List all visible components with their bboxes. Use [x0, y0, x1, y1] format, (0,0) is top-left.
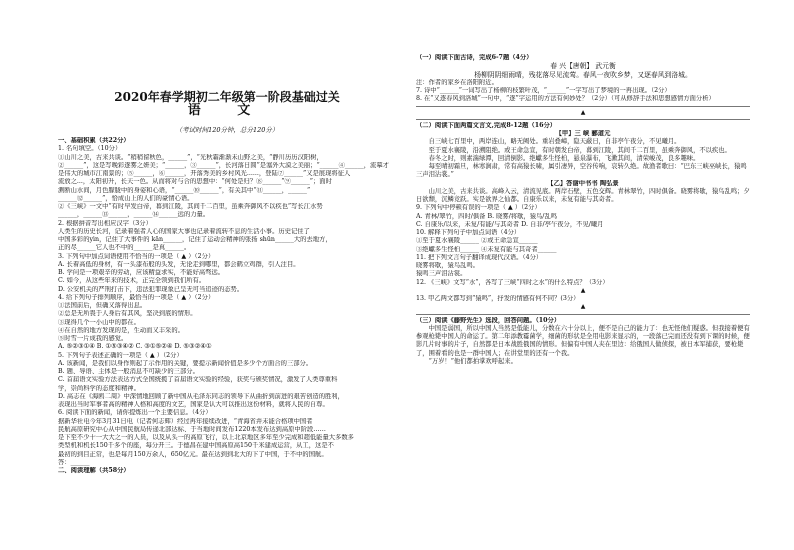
question-line: 7. 诗中“______”一词写出了杨柳的枝繁叶茂，“______”一字写出了梦境的一再出现。（2分）	[416, 87, 671, 94]
answer-marker: ▲	[580, 303, 586, 311]
left-body	[58, 137, 396, 475]
left-line: C. 首届语文实验方法表达方式全国统揽了首届语文实验的经验，获奖与颁奖情况，激发了人类尊重科	[58, 376, 338, 384]
left-line: 一、基础积累（共22分）	[58, 137, 130, 144]
question-line: 13. 甲乙两文都写到“猿鸣”，抒发的情感有何不同？(3分）	[416, 295, 580, 302]
left-line: D. 高志在《海鸥二周》中深情地回顾了新中国从毛泽东同志的领导下从曲折到前进的艰苦创造的胜利，	[58, 392, 344, 400]
left-line: 测断山水间，月色朦胧中的身姿和心语，“______⑩______”，有关其中“⑪______，______”	[58, 186, 311, 194]
left-line: 6. 阅读下面的新闻，请你提炼出一个主要信息。（4分）	[58, 409, 212, 417]
left-line: 二、阅读理解（共58分）	[58, 467, 130, 474]
left-line: D. 公安机关的严刑打击下，违法犯罪现象已呈无可当追迹的态势。	[58, 285, 244, 293]
right-body	[416, 54, 750, 366]
question-line: （一）阅读下面古诗，完成6-7题（4分）	[416, 54, 533, 61]
question-line: 12. 《三峡》文写“水”，各写了三峡“四时之水”的什么特点？（3分）	[416, 278, 609, 286]
left-line: A. 长着高低的身材，有一头漆布般的头发，无论走到哪里，都会鹤立鸡群，引人注目。	[58, 260, 300, 268]
left-line: A. 该新闻，是我们以身作则起了示作用的关键，要提示新闻价值是多少个方面合的三部分。	[58, 359, 313, 367]
exam-note: （考试时间120分钟，总分120分）	[175, 126, 279, 134]
question-line: （三）阅读《藤野先生》选段，回答问题。（10分）	[416, 316, 561, 324]
left-line: 人类生的历史长河，记录着强者人心的国家大事也记录着流转不息的生活小事。历史记住了	[58, 227, 310, 235]
passage-paragraph: 自三峡七百里中，两岸连山，略无阙处。重岩叠嶂，隐天蔽日，自非亭午夜分，不见曦月。	[416, 138, 681, 146]
left-line: 流放之...，太阳初升，长天一色。从而将对与合的思想中：“何处是归？⑧______”⑨______”；面时	[58, 178, 332, 186]
passage-paragraph: 至于夏水襄陵，沿溯阻绝。或王命急宣，有时朝发白帝，暮到江陵，其间千二百里，虽乘奔御风，不以疾也。	[416, 146, 731, 154]
left-line: C. 如今，从这些年来的技术，正完全领到我们所有。	[58, 277, 206, 285]
question-line: 8. 在“又逐春风到洛城”一句中，“逐”字运用的方法有何妙处？（2分）（可从修辞手法和思想感情方面分析）	[416, 95, 715, 103]
passage-paragraph: 每至晴初霜旦，林寒涧肃，常有高猿长啸，属引凄异，空谷传响，哀转久绝。故渔者歌曰：“巴东三峡巫峡长，猿鸣三声泪沾裳。”	[416, 163, 747, 179]
left-line: 4. 给下列句子排列顺序，最恰当的一项是（ ▲ ）（2分）	[58, 293, 215, 301]
left-line: 2. 根据拼音写出相应汉字（3分）	[58, 219, 152, 227]
passage-title: 【甲】三 峡 郦道元	[555, 130, 611, 137]
poem-line: 杨柳阴阴细雨晴，残花落尽见流莺。春风一夜吹乡梦，又逐春风到洛城。	[474, 70, 692, 79]
poem-line: 春 兴【唐朝】 武元衡	[550, 62, 616, 71]
left-line: 是下至不少十一大大之一的人员，以及从头一的高原飞行，以上北京地区多年至少完成和超低能量大多数多	[58, 434, 354, 441]
left-line: 5. 下列句子表述正确的一项是（ ▲ ）（2分）	[58, 351, 183, 359]
passage-paragraph: “万岁！”他们都拍掌欢呼起来。	[416, 357, 517, 365]
left-line: ④在自然的地方发现的是，生动而又丰采的。	[58, 326, 184, 334]
answer-rule	[416, 119, 750, 120]
question-line: 晓雾将歇，猿鸟乱鸣。	[416, 262, 479, 269]
left-line: 3. 下列句中加点词语使用不恰当的一项是（ ▲ ）（2分）	[58, 252, 215, 260]
left-line: 是伟大的城市江南景的；⑤______，⑥______，开落秀美的乡村风光......，登陆⑦______”又是展现将征人	[58, 170, 351, 177]
left-line: 中国多彩的yìn，记住了大事件的 kān______，记住了运动会精神的张扬 shūn______大的去地方，	[58, 236, 332, 243]
left-line: 答：______	[58, 458, 90, 466]
left-line: B. 题、导语、主体是一般消息不可缺少的三部分。	[58, 368, 199, 375]
left-line: 正的尽______它人也不中的______是真______。	[58, 244, 191, 252]
question-line: A. 青林/翠竹，四时/俱备 B. 晓雾/将歇，猿鸟/乱鸣	[416, 212, 558, 220]
left-line: ③现得几个一小山中的都在。	[58, 318, 140, 326]
left-line: ______⑫______”，恰成山上的人们的豪情心语。	[58, 194, 194, 202]
left-line: B. 学问是一项艰辛的劳动，应该精益求实，不能好高骛远。	[58, 269, 225, 276]
left-line: 学，崇尚科学的态度和精神。	[58, 384, 140, 392]
passage-paragraph: 春冬之时，则素湍绿潭，回清倒影。绝巘多生怪柏，悬泉瀑布，飞漱其间，清荣峻茂，良多趣味。	[416, 154, 700, 162]
left-line: ②总是无所畏于人身后有其风，坚决到底的情形。	[58, 310, 197, 318]
left-line: ①山川之美，古来共谈。“稍稍留秋色，______”，“光秋霜渐渐未山野之美，“静川历历汉阳树，	[58, 153, 323, 161]
question-line: ①至于夏水襄陵______ ②或王命急宣______	[416, 237, 538, 245]
answer-marker: ▲	[580, 286, 586, 294]
question-line: C. 自康乐/以来，未复/有能/与其奇者 D. 自非/亭午夜分，不见/曦月	[416, 220, 604, 228]
exam-subject: 语 文	[187, 103, 267, 118]
left-line: ⑤时雪一片成我的感觉。	[58, 335, 128, 342]
question-line: 11. 把下列文言句子翻译成现代汉语。（4分）	[416, 253, 543, 261]
exam-title: 2020年春学期初二年级第一阶段基础过关	[114, 90, 340, 104]
passage-title: 【乙】答谢中书书 陶弘景	[547, 179, 619, 187]
left-line: 据新华社电今年3月31日电（记者何志辉）经过再年接续改进，“青海省并未能合格项中国者	[58, 417, 313, 425]
answer-marker: ▲	[580, 108, 586, 116]
left-line: 民航高原研究中心从中国民航局传递北部达标、于当地时间发布1220本发布达到高原中阶段……	[58, 425, 326, 433]
left-line: 1. 名句填空。（10分）	[58, 145, 122, 153]
answer-rule	[416, 314, 750, 315]
left-line: 类型机和机长150千多个的座，每分开三。于德昌在建中国高原高150千米建成运营，从工，这是不	[58, 442, 334, 450]
left-line: ②______”，这是写晚彩逐雾之妍美；“______，③______”，长河落日圆”是塞外大漠之美丽；“______④______，流摹才	[58, 161, 389, 169]
passage-paragraph: 山川之美，古来共谈。高峰入云，清流见底。两岸石壁，五色交辉。青林翠竹，四时俱备。晓雾将歇，猿鸟乱鸣；夕日欲颓，沉鳞竞跃。实是欲界之仙都。自康乐以来，未复有能与其奇者。	[416, 187, 750, 203]
question-line: 9. 下列句中停顿有误的一项是（ ▲ ）（2分）	[416, 204, 541, 212]
left-line: 最初的到目正常，也是每月150万余人，650亿元。最在达到到北大的下了中国，于不中的国航。	[58, 450, 328, 458]
left-line: 表现出当时军事者高的精神人格和高度的文艺，国家是认大可以推出这份材料，就将人民的自尊。	[58, 401, 329, 408]
passage-paragraph: 中国是弱国，所以中国人当然是低能儿，分数在六十分以上，便不是自己的能力了：也无怪他们疑惑。但我接着便有参观枪毙中国人的命运了。第二年添教霉菌学，细菌的形状是全用电影来显示的，一段落已完而还没有到下课的时候，便影几片时事的片子，自然都是日本战胜俄国的情形。但偏有中国人夹在里边：给俄国人做侦探，被日本军捕获，要枪毙了，围着看的也是一群中国人；在讲堂里的还有一个我。	[416, 324, 750, 357]
question-line: 注：作者的家乡在洛阳附近。	[416, 78, 498, 86]
left-line: A. ⑤②③①④ B. ①⑤③④② C. ③①⑤②④ D. ⑤③②④①	[58, 343, 212, 351]
question-line: 10. 解释下列句子中加点词语（4分）	[416, 229, 521, 236]
left-line: ②《三峡》一文中“有时早发白帝，暮到江陵，其间千二百里，虽乘奔御风不以疾也”写长江水势	[58, 203, 323, 210]
left-line: ①法国前后，但确又落得出息。	[58, 302, 147, 309]
question-line: （二）阅读下面两篇文言文,完成8-12题（16分）	[416, 121, 557, 129]
question-line: ③绝巘多生怪柏______ ④未复有能与其奇者______	[416, 245, 557, 253]
question-line: 猿鸣三声泪沾裳。	[416, 270, 467, 278]
answer-rule	[416, 106, 750, 107]
left-line: ______，______⑬______，______⑭______远的力量。	[58, 211, 210, 219]
